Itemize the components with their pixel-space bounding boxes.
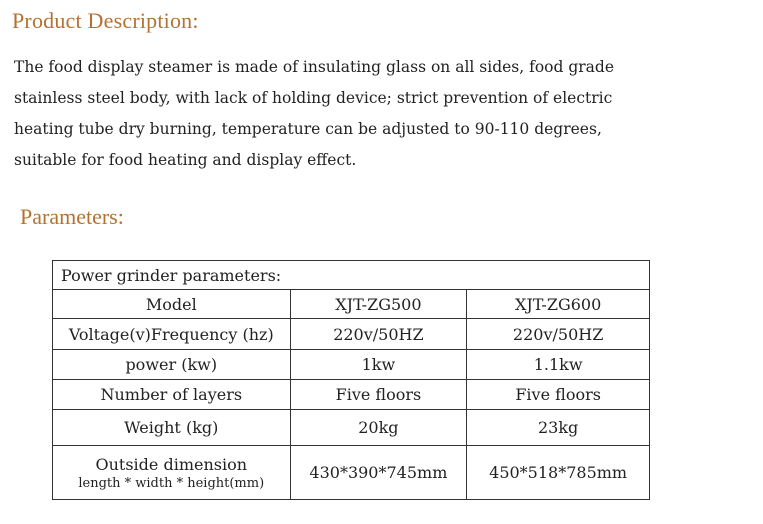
row-label: Number of layers (53, 380, 291, 410)
value-zg600: Five floors (467, 380, 650, 410)
value-zg500: XJT-ZG500 (290, 290, 467, 319)
table-row (53, 380, 650, 410)
value-zg600: XJT-ZG600 (467, 290, 650, 319)
description-line: suitable for food heating and display effect. (14, 151, 357, 169)
product-description-text (14, 52, 754, 176)
description-line: The food display steamer is made of insulating glass on all sides, food grade (14, 58, 615, 76)
row-label: Model (53, 290, 291, 319)
row-label-sub: length * width * height(mm) (78, 475, 265, 491)
value-zg500: Five floors (290, 380, 467, 410)
value-zg500: 20kg (290, 410, 467, 446)
table-row (53, 290, 650, 319)
row-label (53, 446, 291, 500)
row-label: Weight (kg) (53, 410, 291, 446)
description-line: heating tube dry burning, temperature can be adjusted to 90-110 degrees, (14, 120, 602, 138)
table-caption-row (53, 261, 650, 290)
description-line: stainless steel body, with lack of holding device; strict prevention of electric (14, 89, 613, 107)
table-row (53, 319, 650, 350)
table-row (53, 350, 650, 380)
value-zg500: 220v/50HZ (290, 319, 467, 350)
value-zg500: 1kw (290, 350, 467, 380)
parameters-table (52, 260, 650, 500)
value-zg600: 450*518*785mm (467, 446, 650, 500)
parameters-title: Parameters: (20, 204, 124, 229)
table-row (53, 410, 650, 446)
row-label: power (kw) (53, 350, 291, 380)
value-zg600: 23kg (467, 410, 650, 446)
value-zg600: 220v/50HZ (467, 319, 650, 350)
product-description-title: Product Description: (12, 8, 199, 33)
table-row (53, 446, 650, 500)
row-label-main: Outside dimension (95, 454, 248, 474)
value-zg500: 430*390*745mm (290, 446, 467, 500)
table-caption: Power grinder parameters: (53, 261, 650, 290)
value-zg600: 1.1kw (467, 350, 650, 380)
row-label: Voltage(v)Frequency (hz) (53, 319, 291, 350)
